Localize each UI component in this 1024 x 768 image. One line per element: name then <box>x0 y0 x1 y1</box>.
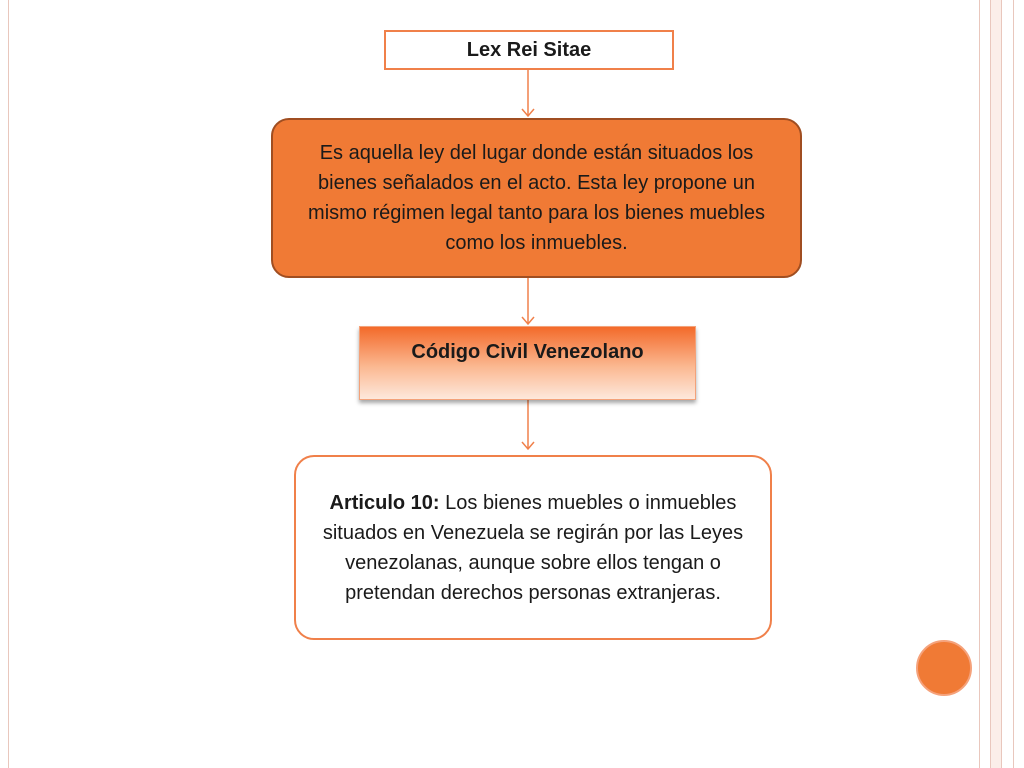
article-text: Los bienes muebles o inmuebles situados en Venezuela se regirán por las Leyes venezolanas, aunque sobre ellos tengan o pretendan derechos personas extranjeras. <box>322 491 744 604</box>
article-paragraph <box>314 488 752 608</box>
title-box <box>384 30 674 70</box>
decorative-circle <box>916 640 972 696</box>
code-title-text: Código Civil Venezolano <box>411 341 644 363</box>
article-label: Articulo 10: <box>329 491 440 514</box>
definition-box <box>271 118 802 278</box>
article-box <box>294 455 772 640</box>
definition-text: Es aquella ley del lugar donde están situados los bienes señalados en el acto. Esta ley propone un mismo régimen legal tanto para los bienes muebles como los inmuebles. <box>308 142 765 254</box>
code-box <box>359 326 696 400</box>
title-text: Lex Rei Sitae <box>466 38 592 61</box>
